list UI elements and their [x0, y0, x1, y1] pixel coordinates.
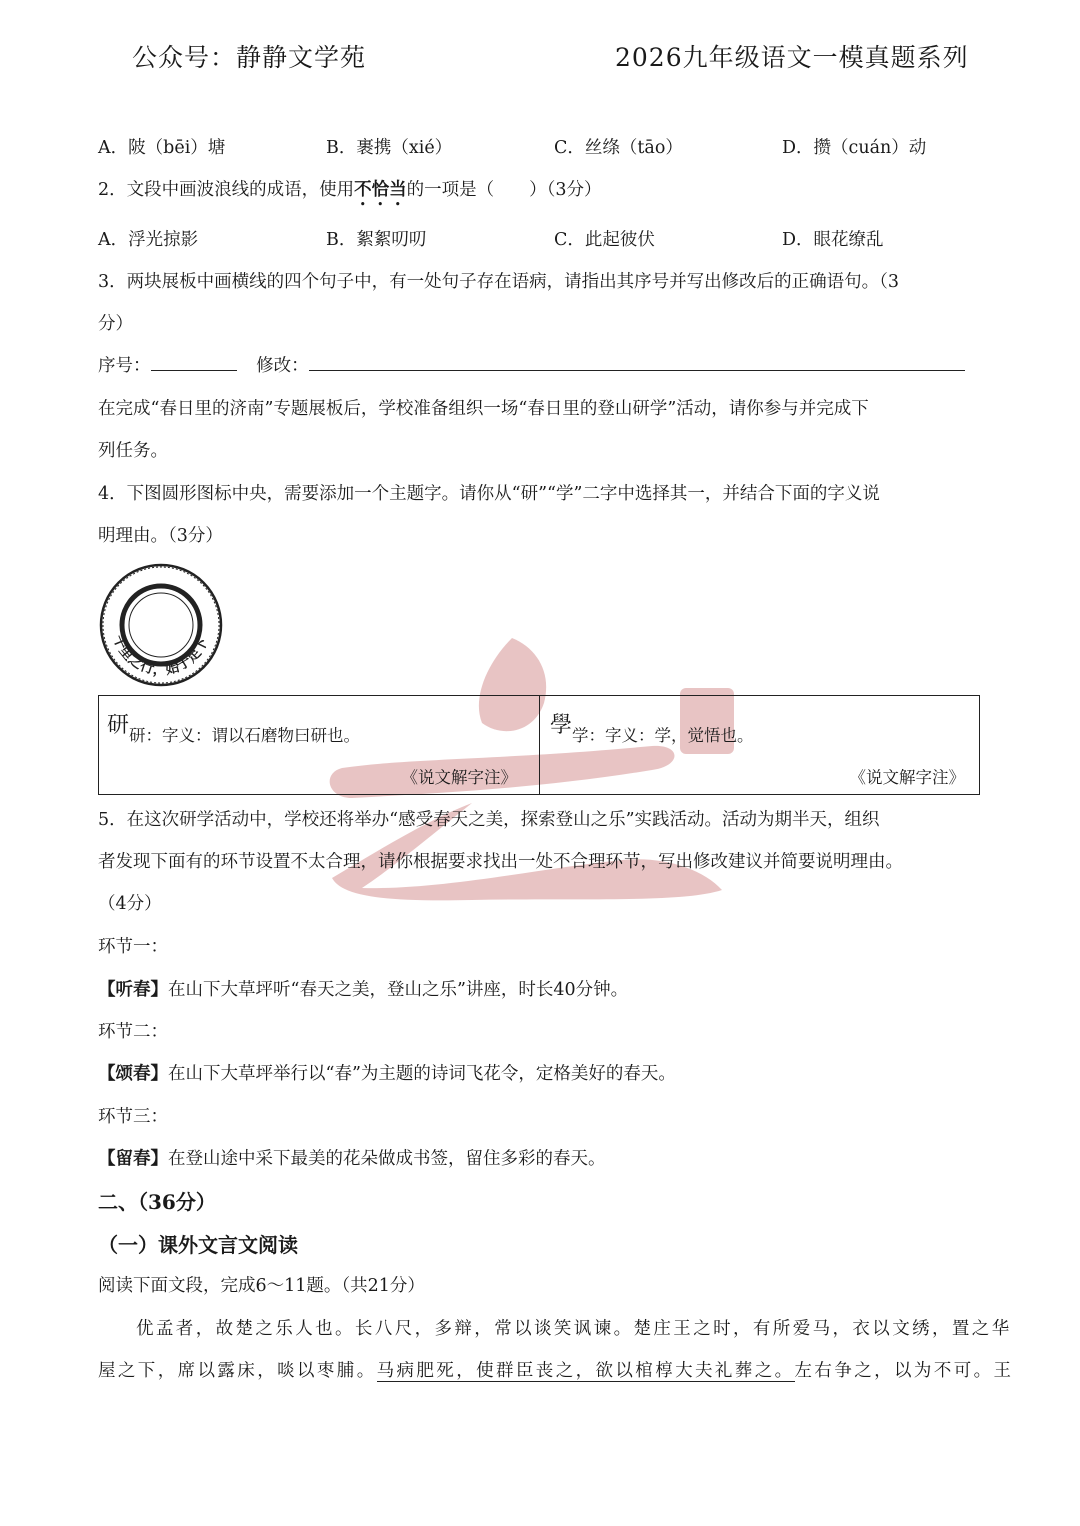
- step1-text: 在山下大草坪听“春天之美，登山之乐”讲座，时长40分钟。: [168, 980, 629, 1000]
- q2-option-d: D．眼花缭乱: [782, 230, 884, 250]
- q2-option-a: A．浮光掠影: [98, 230, 199, 250]
- classical-text-line2-a: 屋之下，席以露床，啖以枣脯。: [98, 1361, 377, 1381]
- q2-option-c: C．此起彼伏: [554, 230, 655, 250]
- q1-option-a: A．陂（bēi）塘: [98, 138, 226, 158]
- definition-cell-xue: [540, 696, 979, 794]
- q1-option-d: D．攒（cuán）动: [782, 138, 927, 158]
- header-account: 公众号：静静文学苑: [132, 43, 367, 72]
- definition-yan: 研：字义：谓以石磨物曰研也。: [129, 726, 360, 745]
- q5-stem-line1: 5．在这次研学活动中，学校还将举办“感受春天之美，探索登山之乐”实践活动。活动为期半天，组织: [98, 810, 880, 830]
- step2-row: [98, 1060, 676, 1085]
- definition-cell-yan: [99, 696, 540, 794]
- source-xue: 《说文解字注》: [849, 768, 965, 787]
- badge-ring-text: 千里之行，始于足下: [109, 632, 212, 679]
- q1-option-c: C．丝绦（tāo）: [554, 138, 683, 158]
- definition-table: [98, 695, 980, 795]
- source-yan: 《说文解字注》: [401, 768, 517, 787]
- step3-row: [98, 1145, 606, 1170]
- header-series-title: 2026九年级语文一模真题系列: [615, 43, 969, 72]
- q5-stem-line3: （4分）: [98, 894, 162, 914]
- q3-revise-label: 修改：: [256, 356, 309, 376]
- q3-serial-blank[interactable]: [151, 370, 237, 371]
- step3-text: 在登山途中采下最美的花朵做成书签，留住多彩的春天。: [168, 1149, 606, 1169]
- q5-stem-line2: 者发现下面有的环节设置不太合理，请你根据要求找出一处不合理环节，写出修改建议并简要说明理由。: [98, 852, 903, 872]
- section-two-title: 二、（36分）: [98, 1190, 216, 1214]
- q3-stem-line2: 分）: [98, 314, 133, 334]
- classical-text-line2-b: 左右争之，以为不可。王: [794, 1361, 1014, 1381]
- circular-badge-icon: [98, 562, 224, 688]
- seal-char-yan: 研: [107, 713, 130, 738]
- section-two-instruction: 阅读下面文段，完成6～11题。（共21分）: [98, 1276, 425, 1296]
- q4-stem-line1: 4．下图圆形图标中央，需要添加一个主题字。请你从“研”“学”二字中选择其一，并结合下面的字义说: [98, 484, 880, 504]
- classical-underlined-sentence: 马病肥死，使群臣丧之，欲以棺椁大夫礼葬之。: [376, 1361, 795, 1381]
- q3-answer-row: [98, 352, 965, 377]
- step1-label: 环节一：: [98, 937, 168, 957]
- classical-text-line2: [98, 1357, 1013, 1382]
- step1-tag: 【听春】: [98, 980, 168, 1000]
- section-two-subtitle: （一）课外文言文阅读: [98, 1233, 298, 1257]
- step3-tag: 【留春】: [98, 1149, 168, 1169]
- q2-stem-emphasis: 不恰当: [354, 180, 407, 200]
- step2-label: 环节二：: [98, 1022, 168, 1042]
- q4-stem-line2: 明理由。（3分）: [98, 526, 223, 546]
- q3-serial-label: 序号：: [98, 356, 151, 376]
- q3-revise-blank[interactable]: [309, 370, 965, 371]
- task-intro-line1: 在完成“春日里的济南”专题展板后，学校准备组织一场“春日里的登山研学”活动，请你参与并完成下: [98, 399, 869, 419]
- task-intro-line2: 列任务。: [98, 441, 168, 461]
- classical-text-line1: 优孟者，故楚之乐人也。长八尺，多辩，常以谈笑讽谏。楚庄王之时，有所爱马，衣以文绣，置之华: [136, 1319, 1012, 1339]
- q2-stem-pre: 2．文段中画波浪线的成语，使用: [98, 180, 355, 200]
- definition-xue: 学：字义：学，觉悟也。: [572, 726, 754, 745]
- q2-stem-post: 的一项是（ ）（3分）: [406, 180, 602, 200]
- q3-stem-line1: 3．两块展板中画横线的四个句子中，有一处句子存在语病，请指出其序号并写出修改后的正确语句。（3: [98, 272, 900, 292]
- step3-label: 环节三：: [98, 1107, 168, 1127]
- q2-stem: [98, 176, 602, 210]
- step2-text: 在山下大草坪举行以“春”为主题的诗词飞花令，定格美好的春天。: [168, 1064, 676, 1084]
- step1-row: [98, 976, 628, 1001]
- q1-option-b: B．裹携（xié）: [326, 138, 453, 158]
- q2-option-b: B．絮絮叨叨: [326, 230, 427, 250]
- seal-char-xue: 學: [550, 713, 573, 738]
- step2-tag: 【颂春】: [98, 1064, 168, 1084]
